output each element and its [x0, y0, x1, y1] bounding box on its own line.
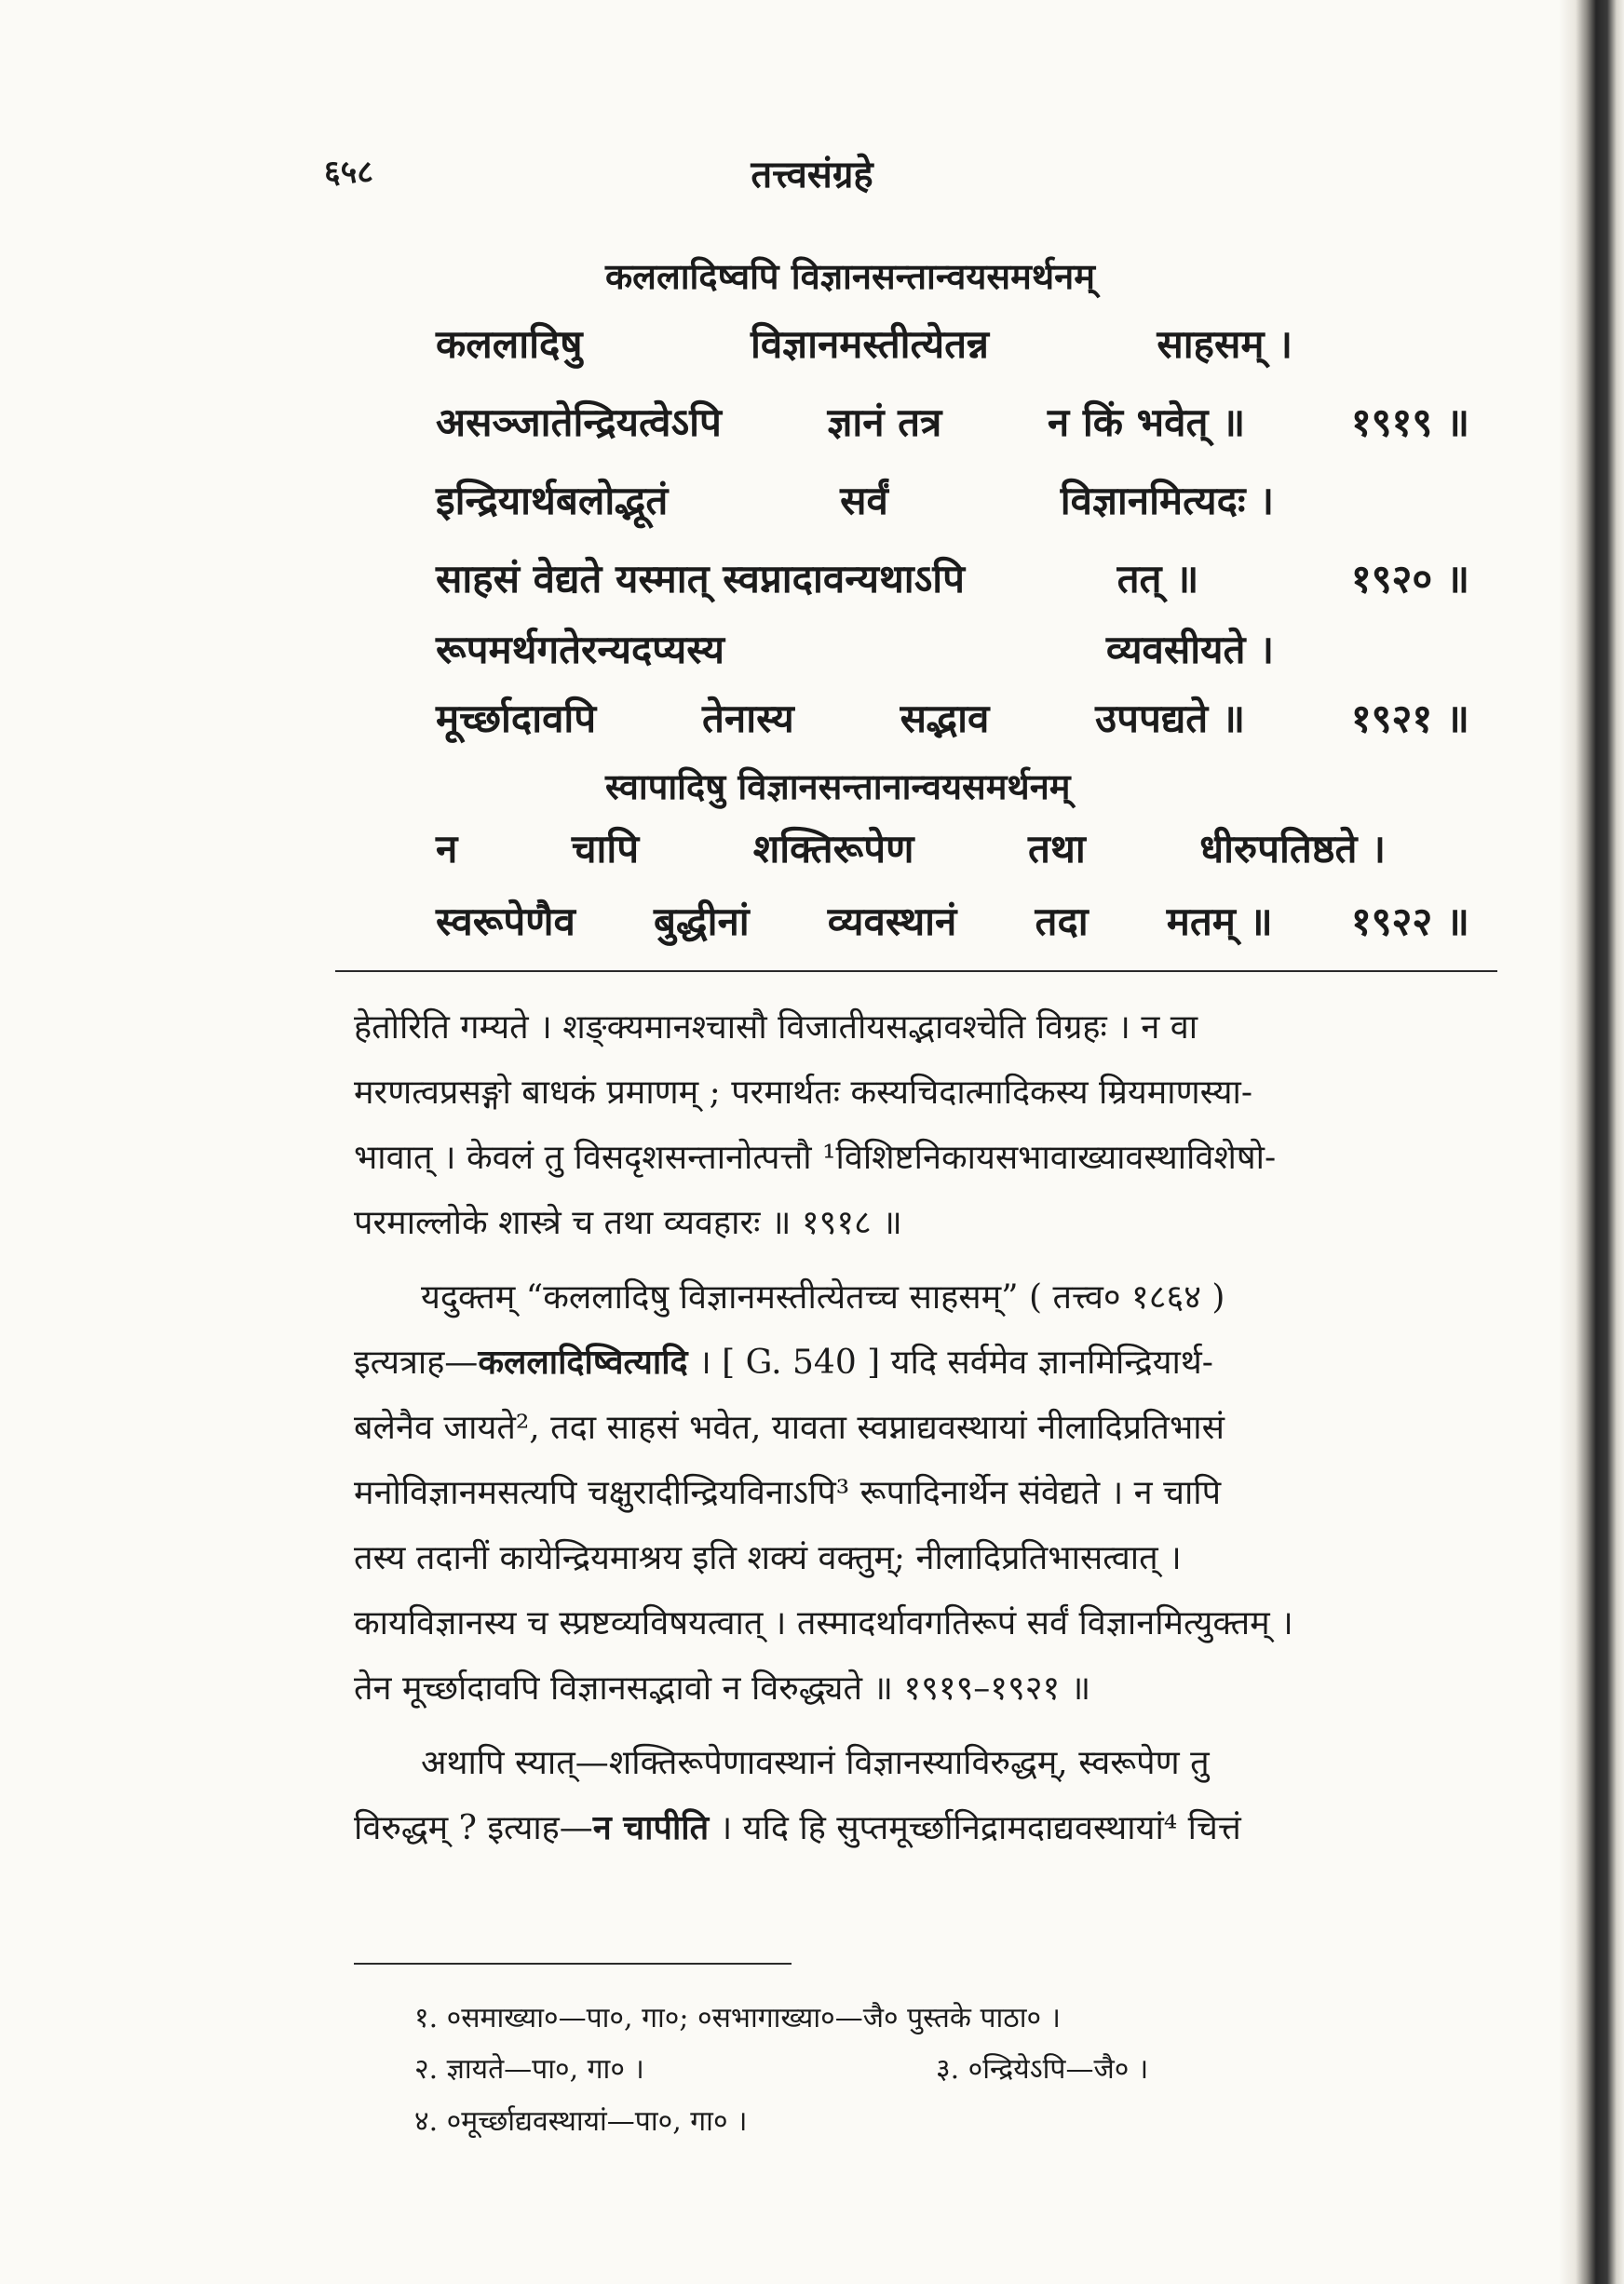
- pratika-keyword: कललादिष्वित्यादि: [478, 1343, 688, 1382]
- verse-word: चापि: [571, 826, 640, 872]
- verse-line: [436, 317, 1292, 370]
- commentary-line: परमाल्लोके शास्त्रे च तथा व्यवहारः ॥ १९१८ ॥: [354, 1204, 902, 1242]
- commentary-line: भावात् । केवलं तु विसदृशसन्तानोत्पत्तौ ¹विशिष्टनिकायसभावाख्यावस्थाविशेषो-: [354, 1139, 1277, 1177]
- verse-word: न: [436, 826, 458, 872]
- verse-word: रूपमर्थगतेरन्यदप्यस्य: [436, 627, 724, 672]
- verse-word: तथा: [1028, 826, 1086, 872]
- footnote: २. ज्ञायते—पा०, गा० ।: [414, 2053, 644, 2086]
- verse-word: स्वरूपेणैव: [436, 899, 575, 944]
- commentary-line: कायविज्ञानस्य च स्प्रष्टव्यविषयत्वात् । तस्मादर्थावगतिरूपं सर्वं विज्ञानमित्युक्तम् ।: [354, 1604, 1293, 1642]
- verse-word: विज्ञानमित्यदः ।: [1060, 478, 1274, 523]
- section-heading-2: स्वापादिषु विज्ञानसन्तानान्वयसमर्थनम्: [605, 765, 1071, 807]
- verse-number: १९२१ ॥: [1350, 696, 1469, 741]
- commentary-line: मरणत्वप्रसङ्गो बाधकं प्रमाणम् ; परमार्थतः कस्यचिदात्मादिकस्य म्रियमाणस्या-: [354, 1074, 1253, 1112]
- book-spine-edge: [1559, 0, 1624, 2284]
- commentary-line: [354, 1808, 1499, 1848]
- commentary-line: तस्य तदानीं कायेन्द्रियमाश्रय इति शक्यं वक्तुम्; नीलादिप्रतिभासत्वात् ।: [354, 1539, 1182, 1577]
- commentary-text: इत्यत्राह—: [354, 1344, 479, 1382]
- verse-line: [436, 821, 1386, 874]
- verse-word: सर्वं: [840, 478, 888, 523]
- verse-line: [436, 473, 1274, 526]
- footnote: ४. ०मूर्च्छाद्यवस्थायां—पा०, गा० ।: [414, 2105, 748, 2138]
- verse-line: [436, 691, 1469, 744]
- verse-word: विज्ञानमस्तीत्येतन्न: [750, 321, 989, 367]
- running-title: तत्त्वसंग्रहे: [751, 153, 873, 196]
- verse-line: [436, 551, 1469, 604]
- verse-word: व्यवसीयते ।: [1105, 627, 1274, 672]
- commentary-line: अथापि स्यात्—शक्तिरूपेणावस्थानं विज्ञानस्याविरुद्धम्, स्वरूपेण तु: [421, 1744, 1210, 1782]
- commentary-line: [354, 1343, 1499, 1383]
- footnote: ३. ०न्द्रियेऽपि—जै० ।: [936, 2053, 1149, 2086]
- verse-word: साहसम् ।: [1157, 321, 1292, 367]
- verse-word: तत् ॥: [1116, 556, 1199, 601]
- pratika-keyword: न चापीति: [592, 1808, 710, 1847]
- verse-word: न किं भवेत् ॥: [1047, 399, 1246, 445]
- commentary-text: । [ G. 540 ] यदि सर्वमेव ज्ञानमिन्द्रियार्थ-: [687, 1344, 1213, 1382]
- commentary-line: मनोविज्ञानमसत्यपि चक्षुरादीन्द्रियविनाऽपि³ रूपादिनार्थेन संवेद्यते । न चापि: [354, 1474, 1222, 1512]
- verse-word: बुद्धीनां: [654, 899, 750, 944]
- verse-line: [436, 894, 1469, 947]
- verse-word: कललादिषु: [436, 321, 583, 367]
- verse-word: सद्भाव: [900, 696, 990, 741]
- commentary-line: तेन मूर्च्छादावपि विज्ञानसद्भावो न विरुद्ध्यते ॥ १९१९–१९२१ ॥: [354, 1669, 1091, 1708]
- text-divider: [335, 970, 1497, 972]
- commentary-line: यदुक्तम् “कललादिषु विज्ञानमस्तीत्येतच्च साहसम्” ( तत्त्व० १८६४ ): [421, 1278, 1225, 1317]
- commentary-text: । यदि हि सुप्तमूर्च्छानिद्रामदाद्यवस्थायां⁴ चित्तं: [709, 1809, 1241, 1847]
- footnote-divider: [354, 1963, 792, 1965]
- commentary-text: विरुद्धम् ? इत्याह—: [354, 1809, 593, 1847]
- verse-number: १९१९ ॥: [1350, 399, 1469, 445]
- verse-word: धीरुपतिष्ठते ।: [1199, 826, 1386, 872]
- verse-word: व्यवस्थानं: [827, 899, 957, 944]
- verse-line: [436, 395, 1469, 448]
- section-heading-1: कललादिष्वपि विज्ञानसन्तान्वयसमर्थनम्: [605, 255, 1095, 297]
- verse-word: मतम् ॥: [1166, 899, 1273, 944]
- verse-word: असञ्जातेन्द्रियत्वेऽपि: [436, 399, 722, 445]
- verse-word: इन्द्रियार्थबलोद्भूतं: [436, 478, 669, 523]
- verse-line: [436, 622, 1274, 675]
- commentary-line: बलेनैव जायते², तदा साहसं भवेत, यावता स्वप्नाद्यवस्थायां नीलादिप्रतिभासं: [354, 1409, 1225, 1447]
- verse-word: साहसं वेद्यते यस्मात् स्वप्नादावन्यथाऽपि: [436, 556, 966, 601]
- footnote: १. ०समाख्या०—पा०, गा०; ०सभागाख्या०—जै० पुस्तके पाठा० ।: [414, 2002, 1061, 2034]
- verse-word: शक्तिरूपेण: [752, 826, 914, 872]
- verse-number: १९२० ॥: [1350, 556, 1469, 601]
- verse-word: मूर्च्छादावपि: [436, 696, 597, 741]
- verse-word: तदा: [1035, 899, 1089, 944]
- verse-number: १९२२ ॥: [1350, 899, 1469, 944]
- page-number: ६५८: [324, 154, 374, 191]
- commentary-line: हेतोरिति गम्यते । शङ्क्यमानश्चासौ विजातीयसद्भावश्चेति विग्रहः । न वा: [354, 1008, 1198, 1047]
- verse-word: तेनास्य: [701, 696, 794, 741]
- verse-word: उपपद्यते ॥: [1095, 696, 1246, 741]
- verse-word: ज्ञानं तत्र: [827, 399, 942, 445]
